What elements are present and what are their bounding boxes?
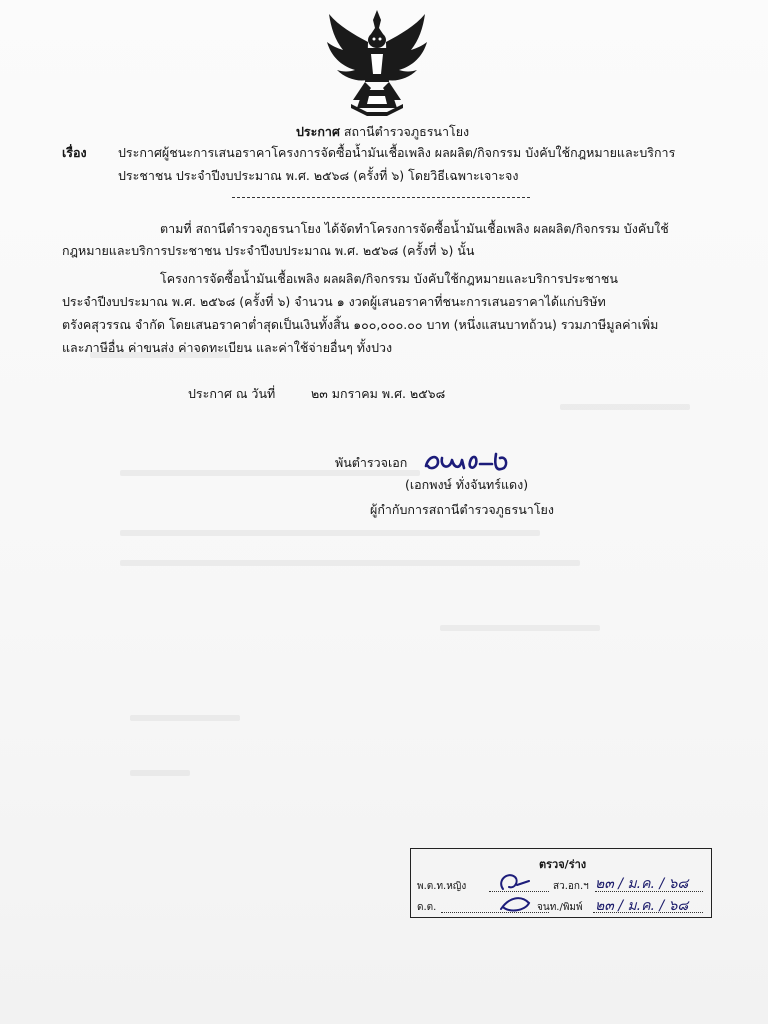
- garuda-emblem: [323, 8, 431, 116]
- bleed-through: [560, 404, 690, 410]
- announcement-title: [296, 124, 469, 140]
- para2-line1: โครงการจัดซื้อน้ำมันเชื้อเพลิง ผลผลิต/กิจกรรม บังคับใช้กฎหมายและบริการประชาชน: [160, 271, 618, 286]
- signer-name: (เอกพงษ์ ทั่งจันทร์แดง): [405, 477, 529, 492]
- review-stamp-box: [410, 848, 712, 918]
- bleed-through: [120, 560, 580, 566]
- date-label: ประกาศ ณ วันที่: [188, 386, 276, 401]
- signer-position: ผู้กำกับการสถานีตำรวจภูธรนาโยง: [370, 502, 554, 517]
- para1-line2: กฎหมายและบริการประชาชน ประจำปีงบประมาณ พ.ศ. ๒๕๖๘ (ครั้งที่ ๖) นั้น: [62, 243, 475, 258]
- stamp-row1-left-label: พ.ต.ท.หญิง: [417, 881, 467, 892]
- bleed-through: [120, 530, 540, 536]
- bleed-through: [130, 770, 190, 776]
- reviewer-initials: [489, 867, 555, 915]
- stamp-title: ตรวจ/ร่าง: [539, 858, 587, 871]
- para2-line2: ประจำปีงบประมาณ พ.ศ. ๒๕๖๘ (ครั้งที่ ๖) จำนวน ๑ งวดผู้เสนอราคาที่ชนะการเสนอราคาได้แก่บริษัท: [62, 294, 606, 309]
- stamp-row1-right-label: สว.อก.ฯ: [553, 881, 589, 892]
- date-value: ๒๓ มกราคม พ.ศ. ๒๕๖๘: [311, 386, 446, 401]
- subject-label: เรื่อง: [62, 145, 87, 160]
- signer-rank: พันตำรวจเอก: [335, 455, 408, 470]
- para2-line4: และภาษีอื่น ค่าขนส่ง ค่าจดทะเบียน และค่าใช้จ่ายอื่นๆ ทั้งปวง: [62, 340, 393, 355]
- separator-line: [232, 197, 530, 198]
- bleed-through: [440, 625, 600, 631]
- para2-line3: ตรังคสุวรรณ จำกัด โดยเสนอราคาต่ำสุดเป็นเงินทั้งสิ้น ๑๐๐,๐๐๐.๐๐ บาท (หนึ่งแสนบาทถ้วน) รวมภาษีมูลค่าเพิ่ม: [62, 317, 659, 332]
- subject-line-2: ประชาชน ประจำปีงบประมาณ พ.ศ. ๒๕๖๘ (ครั้งที่ ๖) โดยวิธีเฉพาะเจาะจง: [118, 168, 519, 183]
- handwritten-date-1: ๒๓ / ม.ค. / ๖๘: [595, 876, 689, 892]
- title-prefix: ประกาศ: [296, 124, 340, 139]
- subject-line-1: ประกาศผู้ชนะการเสนอราคาโครงการจัดซื้อน้ำมันเชื้อเพลิง ผลผลิต/กิจกรรม บังคับใช้กฎหมายและบริการ: [118, 145, 676, 160]
- title-org: สถานีตำรวจภูธรนาโยง: [343, 124, 470, 139]
- stamp-row2-right-label: จนท./พิมพ์: [537, 902, 583, 913]
- stamp-row2-left-label: ด.ต.: [417, 902, 437, 913]
- bleed-through: [130, 715, 240, 721]
- para1-line1: ตามที่ สถานีตำรวจภูธรนาโยง ได้จัดทำโครงการจัดซื้อน้ำมันเชื้อเพลิง ผลผลิต/กิจกรรม บังคับใช้: [160, 221, 669, 236]
- handwritten-date-2: ๒๓ / ม.ค. / ๖๘: [595, 898, 689, 914]
